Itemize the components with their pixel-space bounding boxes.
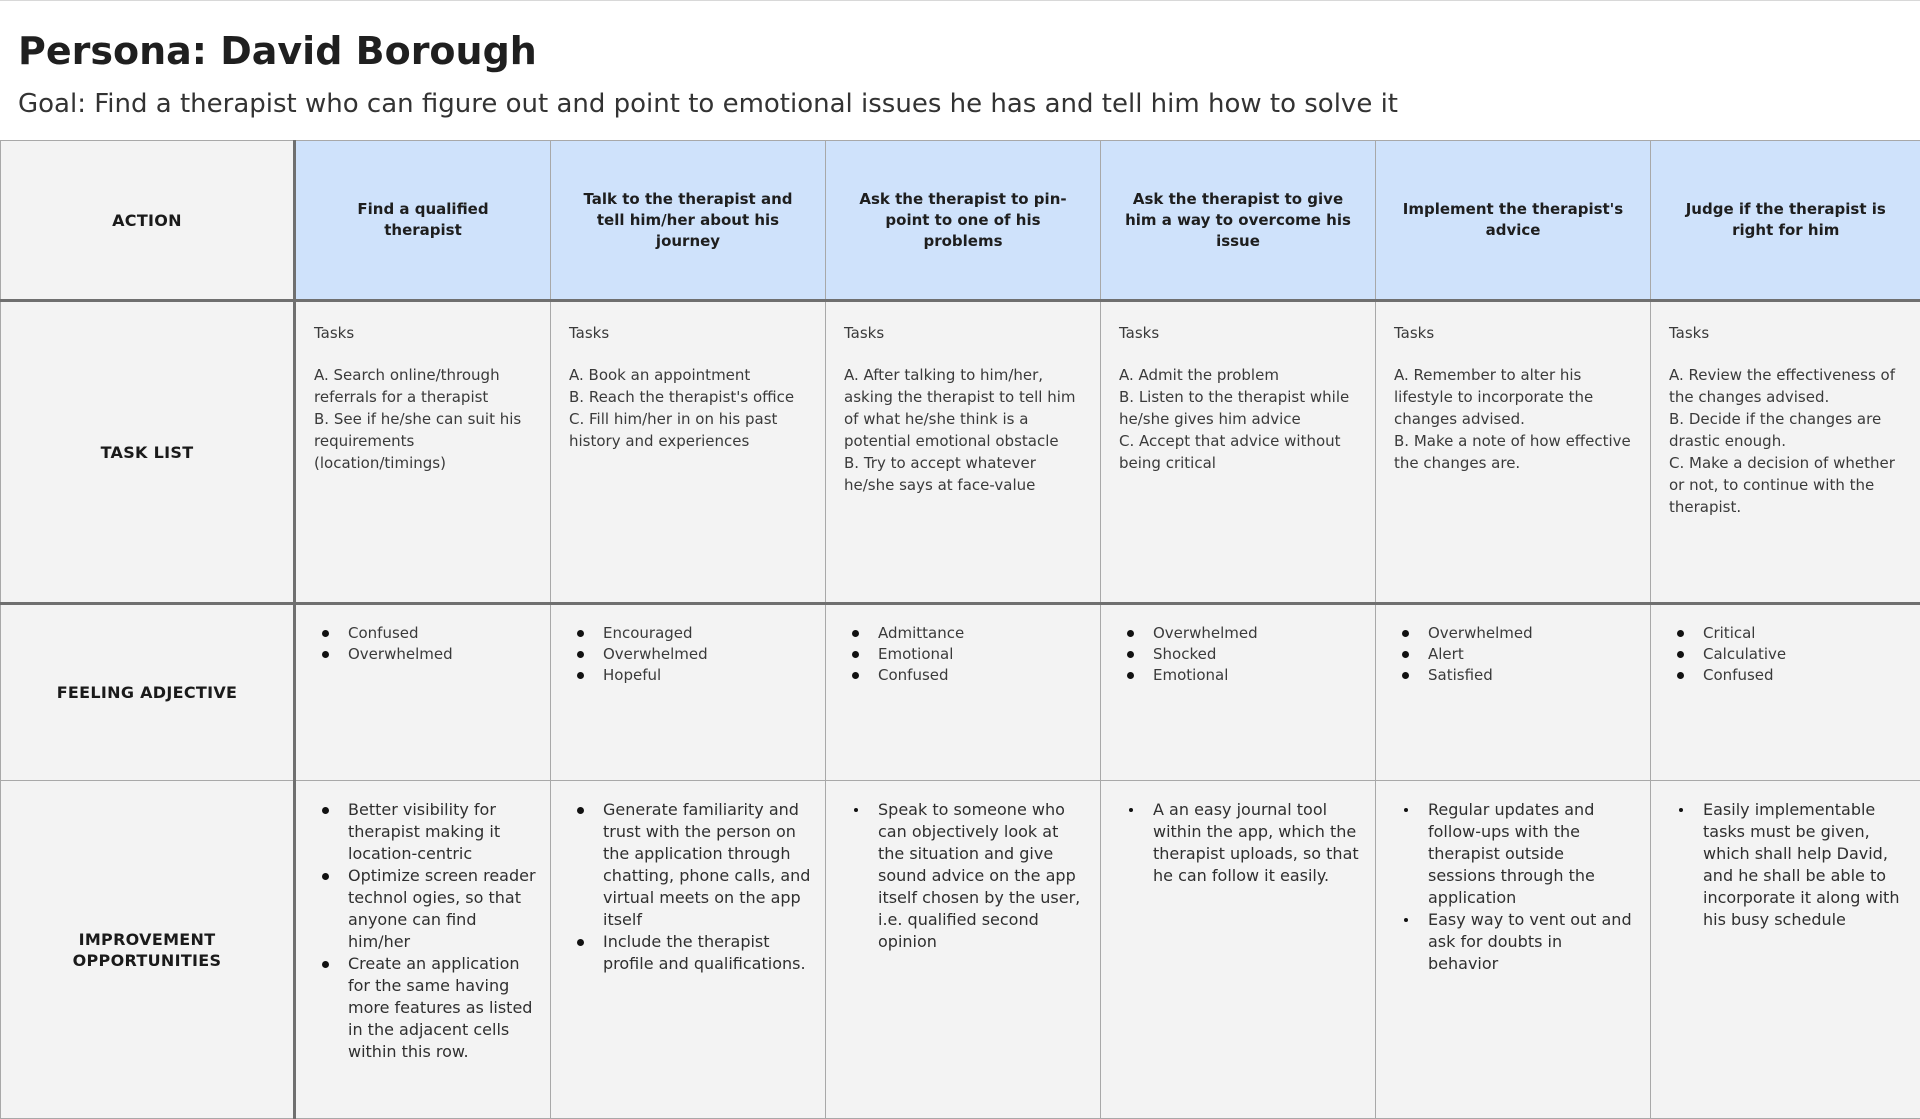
feelings-list [296, 605, 550, 665]
feelings-cell [1376, 604, 1651, 781]
task-item: A. Remember to alter his lifestyle to incorporate the changes advised. [1394, 364, 1632, 430]
tasks-cell [1651, 301, 1920, 604]
feeling-item: Hopeful [603, 665, 815, 686]
feelings-cell [551, 604, 826, 781]
feeling-item: Confused [878, 665, 1090, 686]
task-item: C. Accept that advice without being critical [1119, 430, 1357, 474]
tasks-heading: Tasks [569, 322, 807, 344]
row-label-action [1, 141, 295, 301]
improvement-item: Easy way to vent out and ask for doubts in behavior [1428, 909, 1636, 975]
feeling-item: Encouraged [603, 623, 815, 644]
feeling-item: Alert [1428, 644, 1640, 665]
page-title: Persona: David Borough [18, 29, 537, 73]
tasks-cell [1376, 301, 1651, 604]
improvement-item: Generate familiarity and trust with the person on the application through chatting, phone calls, and virtual meets on the app itself [603, 799, 811, 931]
task-item: A. Admit the problem [1119, 364, 1357, 386]
task-item: A. Search online/through referrals for a therapist [314, 364, 532, 408]
improvement-item: Easily implementable tasks must be given, which shall help David, and he shall be able to incorporate it along with his busy schedule [1703, 799, 1907, 931]
feelings-cell [295, 604, 551, 781]
improvements-list [1376, 781, 1650, 975]
task-item: C. Fill him/her in on his past history and experiences [569, 408, 807, 452]
improvements-list [1651, 781, 1920, 931]
action-cell: Ask the therapist to give him a way to overcome his issue [1101, 141, 1376, 301]
feeling-item: Confused [1703, 665, 1911, 686]
feeling-item: Admittance [878, 623, 1090, 644]
tasks-heading: Tasks [1119, 322, 1357, 344]
task-item: A. Book an appointment [569, 364, 807, 386]
tasks-heading: Tasks [314, 322, 532, 344]
feeling-item: Overwhelmed [603, 644, 815, 665]
improvements-cell [551, 781, 826, 1119]
feelings-list [1376, 605, 1650, 686]
action-cell: Find a qualified therapist [295, 141, 551, 301]
journey-map-table [0, 140, 1920, 1119]
row-label-task-list [1, 301, 295, 604]
row-label-task-list-text: TASK LIST [101, 442, 194, 463]
tasks-heading: Tasks [844, 322, 1082, 344]
task-item: A. Review the effectiveness of the changes advised. [1669, 364, 1903, 408]
row-label-feeling [1, 604, 295, 781]
improvement-item: A an easy journal tool within the app, which the therapist uploads, so that he can follow it easily. [1153, 799, 1361, 887]
tasks-cell [295, 301, 551, 604]
improvements-cell [295, 781, 551, 1119]
task-item: B. See if he/she can suit his requirements (location/timings) [314, 408, 532, 474]
feelings-list [1651, 605, 1920, 686]
task-list-row [1, 301, 1920, 604]
action-cell: Talk to the therapist and tell him/her about his journey [551, 141, 826, 301]
feeling-item: Shocked [1153, 644, 1365, 665]
feeling-item: Overwhelmed [348, 644, 540, 665]
feeling-item: Calculative [1703, 644, 1911, 665]
improvements-list [551, 781, 825, 975]
improvements-list [826, 781, 1100, 953]
improvement-item: Optimize screen reader technol ogies, so that anyone can find him/her [348, 865, 536, 953]
persona-goal: Goal: Find a therapist who can figure out and point to emotional issues he has and tell him how to solve it [18, 89, 1398, 119]
row-label-improvement [1, 781, 295, 1119]
row-label-improvement-line1: IMPROVEMENT [79, 929, 216, 950]
improvements-cell [826, 781, 1101, 1119]
feelings-list [1101, 605, 1375, 686]
improvements-cell [1101, 781, 1376, 1119]
feeling-item: Overwhelmed [1153, 623, 1365, 644]
improvement-item: Create an application for the same having more features as listed in the adjacent cells within this row. [348, 953, 536, 1063]
feelings-cell [826, 604, 1101, 781]
task-item: C. Make a decision of whether or not, to continue with the therapist. [1669, 452, 1903, 518]
row-label-feeling-text: FEELING ADJECTIVE [57, 682, 238, 703]
feeling-item: Satisfied [1428, 665, 1640, 686]
feeling-row [1, 604, 1920, 781]
feelings-cell [1101, 604, 1376, 781]
task-item: B. Try to accept whatever he/she says at face-value [844, 452, 1082, 496]
improvement-item: Include the therapist profile and qualifications. [603, 931, 811, 975]
task-item: B. Make a note of how effective the changes are. [1394, 430, 1632, 474]
improvement-item: Better visibility for therapist making it location-centric [348, 799, 536, 865]
task-item: A. After talking to him/her, asking the therapist to tell him of what he/she think is a potential emotional obstacle [844, 364, 1082, 452]
action-cell: Ask the therapist to pin-point to one of his problems [826, 141, 1101, 301]
feelings-cell [1651, 604, 1920, 781]
feeling-item: Confused [348, 623, 540, 644]
page-header [0, 0, 1920, 140]
improvements-cell [1376, 781, 1651, 1119]
row-label-improvement-line2: OPPORTUNITIES [73, 950, 222, 971]
action-cell: Implement the therapist's advice [1376, 141, 1651, 301]
tasks-heading: Tasks [1394, 322, 1632, 344]
tasks-heading: Tasks [1669, 322, 1903, 344]
task-item: B. Listen to the therapist while he/she gives him advice [1119, 386, 1357, 430]
feelings-list [826, 605, 1100, 686]
feelings-list [551, 605, 825, 686]
improvements-cell [1651, 781, 1920, 1119]
tasks-cell [826, 301, 1101, 604]
tasks-cell [551, 301, 826, 604]
row-label-action-text: ACTION [112, 210, 182, 231]
improvement-item: Regular updates and follow-ups with the therapist outside sessions through the application [1428, 799, 1636, 909]
improvements-list [296, 781, 550, 1063]
action-row [1, 141, 1920, 301]
feeling-item: Emotional [878, 644, 1090, 665]
feeling-item: Overwhelmed [1428, 623, 1640, 644]
improvement-row [1, 781, 1920, 1119]
task-item: B. Reach the therapist's office [569, 386, 807, 408]
improvements-list [1101, 781, 1375, 887]
feeling-item: Critical [1703, 623, 1911, 644]
task-item: B. Decide if the changes are drastic enough. [1669, 408, 1903, 452]
action-cell: Judge if the therapist is right for him [1651, 141, 1920, 301]
improvement-item: Speak to someone who can objectively look at the situation and give sound advice on the app itself chosen by the user, i.e. qualified second opinion [878, 799, 1086, 953]
feeling-item: Emotional [1153, 665, 1365, 686]
tasks-cell [1101, 301, 1376, 604]
